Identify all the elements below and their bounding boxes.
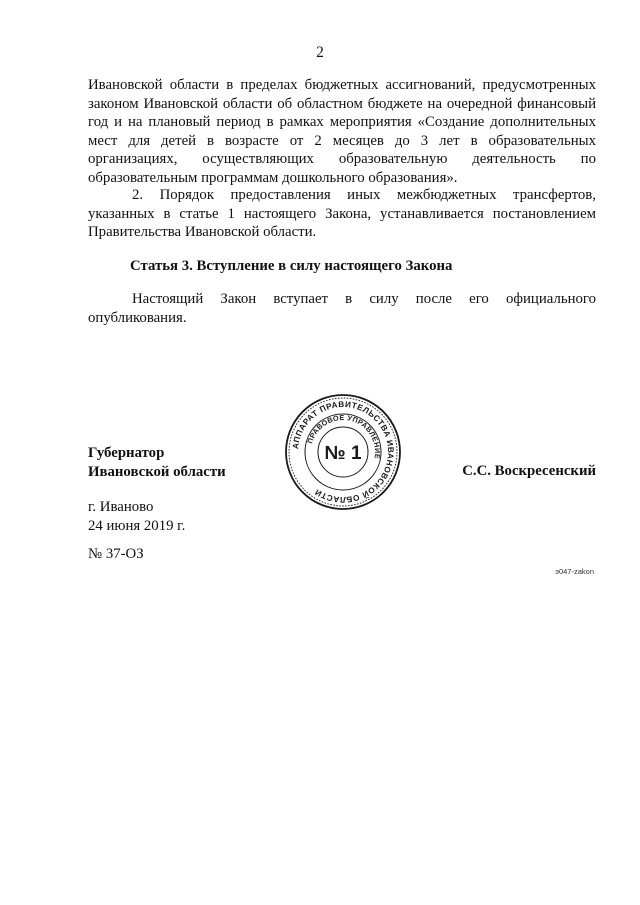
signature-title-line-1: Губернатор (88, 445, 165, 461)
seal-inner-text: ПРАВОВОЕ УПРАВЛЕНИЕ (305, 412, 383, 460)
law-number: № 37-ОЗ (88, 546, 144, 562)
paragraph-continuation: Ивановской области в пределах бюджетных ассигнований, предусмотренных законом Ивановской области об областном бюджете на очередной финансовый год и на плановый период в рамках мероприятия «Создание дополнительных мест для детей в возрасте от 2 месяцев до 3 лет в образовательных организациях, осуществляющих образовательную деятельность по образовательным программам дошкольного образования». (88, 77, 596, 186)
signature-name: С.С. Воскресенский (462, 463, 596, 479)
paragraph-item-2: 2. Порядок предоставления иных межбюджетных трансфертов, указанных в статье 1 настоящего Закона, устанавливается постановлением Правительства Ивановской области. (88, 187, 596, 241)
signature-title (88, 444, 226, 482)
seal-graphic (282, 391, 404, 513)
seal-center-text: № 1 (324, 443, 362, 464)
official-seal (282, 391, 404, 513)
place-and-date (88, 498, 185, 536)
paragraph-entry-into-force: Настоящий Закон вступает в силу после его официального опубликования. (88, 291, 596, 326)
date: 24 июня 2019 г. (88, 518, 186, 534)
page-number: 2 (316, 44, 324, 61)
article-heading: Статья 3. Вступление в силу настоящего Закона (130, 258, 453, 274)
place: г. Иваново (88, 499, 154, 515)
signature-title-line-2: Ивановской области (88, 464, 226, 480)
document-code: э047-zakon (555, 567, 594, 576)
seal-outer-text: АППАРАТ ПРАВИТЕЛЬСТВА ИВАНОВСКОЙ ОБЛАСТИ (291, 399, 396, 505)
